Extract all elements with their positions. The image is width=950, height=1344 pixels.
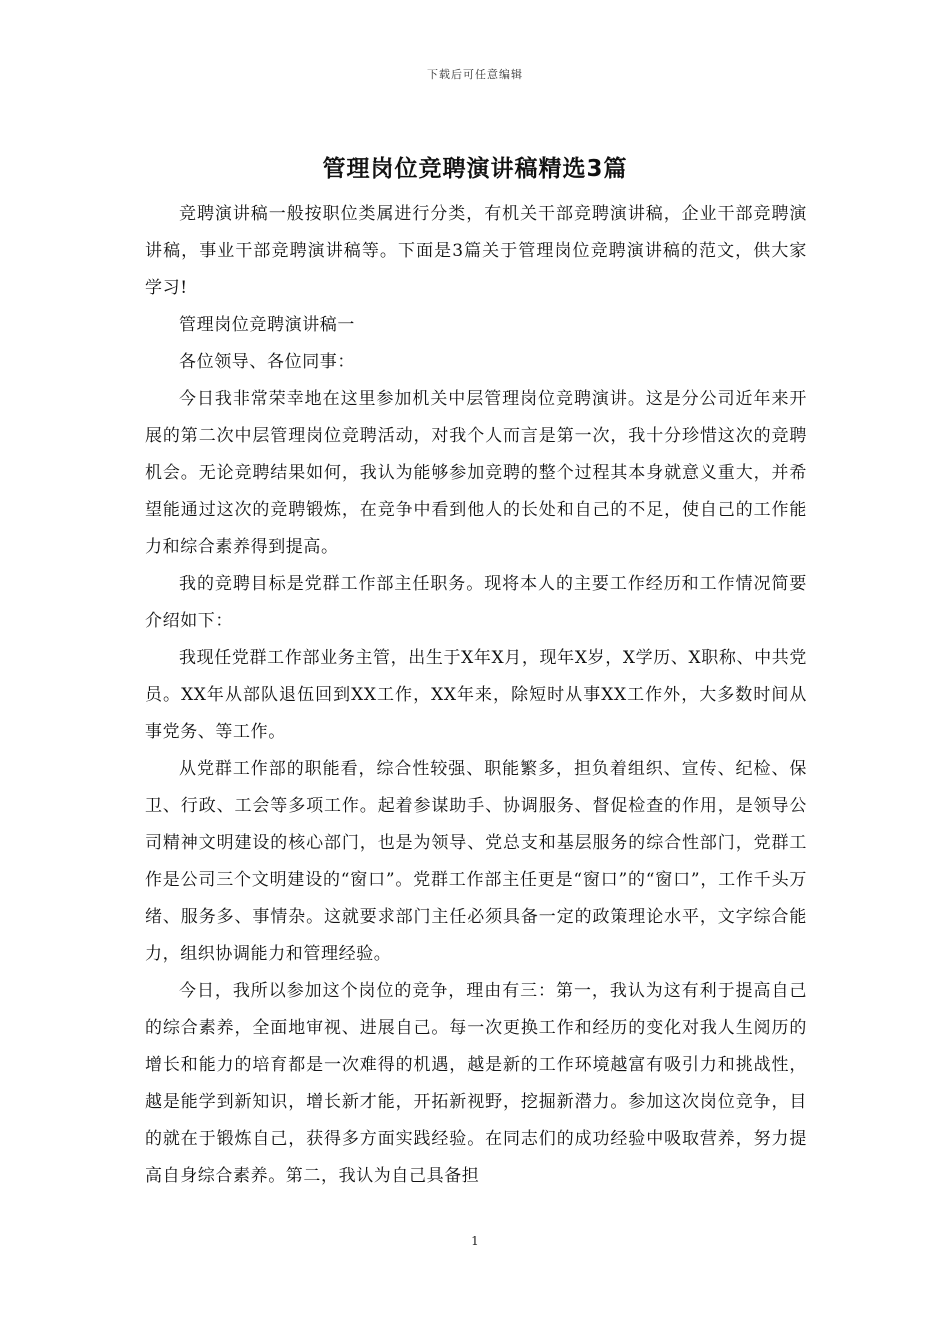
paragraph-salutation: 各位领导、各位同事： — [179, 352, 355, 372]
paragraph-opening: 今日我非常荣幸地在这里参加机关中层管理岗位竞聘演讲。这是分公司近年来开展的第二次中层管理岗位竞聘活动，对我个人而言是第一次，我十分珍惜这次的竞聘机会。无论竞聘结果如何，我认为能够参加竞聘的整个过程其本身就意义重大，并希望能通过这次的竞聘锻炼，在竞争中看到他人的长处和自己的不足，使自己的工作能力和综合素养得到提高。 — [145, 389, 807, 557]
paragraph-reasons: 今日，我所以参加这个岗位的竞争，理由有三：第一，我认为这有利于提高自己的综合素养，全面地审视、进展自己。每一次更换工作和经历的变化对我人生阅历的增长和能力的培育都是一次难得的机遇，越是新的工作环境越富有吸引力和挑战性，越是能学到新知识，增长新才能，开拓新视野，挖掘新潜力。参加这次岗位竞争，目的就在于锻炼自己，获得多方面实践经验。在同志们的成功经验中吸取营养，努力提高自身综合素养。第二，我认为自己具备担 — [145, 981, 807, 1186]
header-note: 下载后可任意编辑 — [427, 68, 523, 81]
paragraph-department-role: 从党群工作部的职能看，综合性较强、职能繁多，担负着组织、宣传、纪检、保卫、行政、工会等多项工作。起着参谋助手、协调服务、督促检查的作用，是领导公司精神文明建设的核心部门，也是为领导、党总支和基层服务的综合性部门，党群工作是公司三个文明建设的“窗口”。党群工作部主任更是“窗口”的“窗口”，工作千头万绪、服务多、事情杂。这就要求部门主任必须具备一定的政策理论水平，文字综合能力，组织协调能力和管理经验。 — [145, 759, 807, 964]
paragraph-intro: 竞聘演讲稿一般按职位类属进行分类，有机关干部竞聘演讲稿，企业干部竞聘演讲稿，事业干部竞聘演讲稿等。下面是3篇关于管理岗位竞聘演讲稿的范文，供大家学习! — [145, 204, 807, 298]
paragraph-background: 我现任党群工作部业务主管，出生于X年X月，现年X岁，X学历、X职称、中共党员。XX年从部队退伍回到XX工作，XX年来，除短时从事XX工作外，大多数时间从事党务、等工作。 — [145, 648, 807, 742]
paragraph-goal: 我的竞聘目标是党群工作部主任职务。现将本人的主要工作经历和工作情况简要介绍如下： — [145, 574, 807, 631]
paragraph-section-heading: 管理岗位竞聘演讲稿一 — [179, 315, 355, 335]
page-number: 1 — [471, 1234, 479, 1248]
document-title: 管理岗位竞聘演讲稿精选3篇 — [322, 156, 628, 182]
document-body — [145, 196, 807, 1195]
